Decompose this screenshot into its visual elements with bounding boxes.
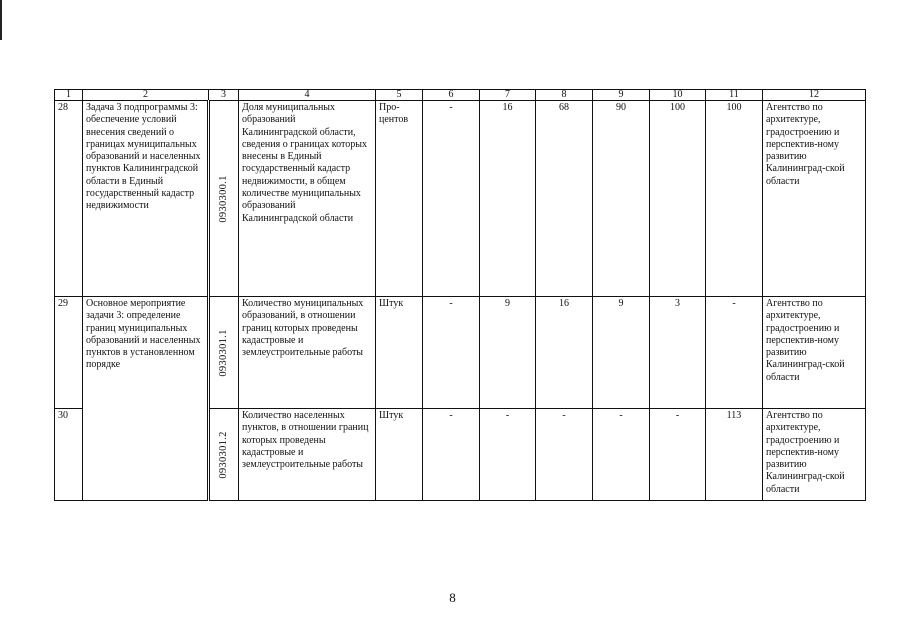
value-cell-9: -: [593, 409, 650, 501]
unit-cell: Штук: [376, 409, 423, 501]
header-cell-12: 12: [763, 90, 866, 101]
page-number: 8: [449, 590, 456, 605]
value-cell-10: 100: [650, 101, 706, 297]
header-cell-6: 6: [423, 90, 480, 101]
code-cell: [209, 297, 239, 409]
table-row: [55, 101, 866, 297]
value-cell-6: -: [423, 297, 480, 409]
task-cell: Основное мероприятие задачи 3: определение границ муниципальных образований и населенных пунктов в установленном порядке: [83, 297, 209, 501]
code-cell: [209, 101, 239, 297]
code-cell: [209, 409, 239, 501]
value-cell-10: -: [650, 409, 706, 501]
header-row: [55, 90, 866, 101]
value-cell-7: 16: [480, 101, 536, 297]
code-text: 0930301.1: [217, 328, 229, 377]
value-cell-11: 100: [706, 101, 763, 297]
value-cell-7: 9: [480, 297, 536, 409]
value-cell-7: -: [480, 409, 536, 501]
code-text: 0930300.1: [217, 174, 229, 223]
header-cell-7: 7: [480, 90, 536, 101]
header-cell-10: 10: [650, 90, 706, 101]
row-number: 28: [55, 101, 83, 297]
header-cell-11: 11: [706, 90, 763, 101]
agency-cell: Агентство по архитектуре, градостроению и перспектив-ному развитию Калининград-ской области: [763, 297, 866, 409]
header-cell-9: 9: [593, 90, 650, 101]
value-cell-11: 113: [706, 409, 763, 501]
value-cell-8: 16: [536, 297, 593, 409]
header-cell-3: 3: [209, 90, 239, 101]
agency-cell: Агентство по архитектуре, градостроению и перспектив-ному развитию Калининград-ской области: [763, 409, 866, 501]
header-cell-4: 4: [239, 90, 376, 101]
value-cell-8: 68: [536, 101, 593, 297]
table-row: [55, 297, 866, 409]
indicator-cell: Количество муниципальных образований, в отношении границ которых проведены кадастровые и землеустроительные работы: [239, 297, 376, 409]
row-number: 29: [55, 297, 83, 409]
unit-cell: [376, 101, 423, 297]
unit-text: Про-центов: [379, 102, 409, 126]
value-cell-9: 90: [593, 101, 650, 297]
row-number: 30: [55, 409, 83, 501]
header-cell-8: 8: [536, 90, 593, 101]
code-text: 0930301.2: [217, 430, 229, 479]
header-cell-2: 2: [83, 90, 209, 101]
indicator-cell: Доля муниципальных образований Калининградской области, сведения о границах которых внесены в Единый государственный кадастр недвижимости, в общем количестве муниципальных образований Калининградской области: [239, 101, 376, 297]
indicator-cell: Количество населенных пунктов, в отношении границ которых проведены кадастровые и землеустроительные работы: [239, 409, 376, 501]
agency-cell: Агентство по архитектуре, градостроению и перспектив-ному развитию Калининград-ской области: [763, 101, 866, 297]
value-cell-6: -: [423, 101, 480, 297]
header-cell-1: 1: [55, 90, 83, 101]
task-cell: Задача 3 подпрограммы 3: обеспечение условий внесения сведений о границах муниципальных образований и населенных пунктов Калининградской области в Единый государственный кадастр недвижимости: [83, 101, 209, 297]
header-cell-5: 5: [376, 90, 423, 101]
value-cell-8: -: [536, 409, 593, 501]
edge-mark: [0, 0, 2, 40]
value-cell-10: 3: [650, 297, 706, 409]
value-cell-11: -: [706, 297, 763, 409]
unit-cell: Штук: [376, 297, 423, 409]
value-cell-6: -: [423, 409, 480, 501]
value-cell-9: 9: [593, 297, 650, 409]
indicators-table: [54, 89, 866, 501]
